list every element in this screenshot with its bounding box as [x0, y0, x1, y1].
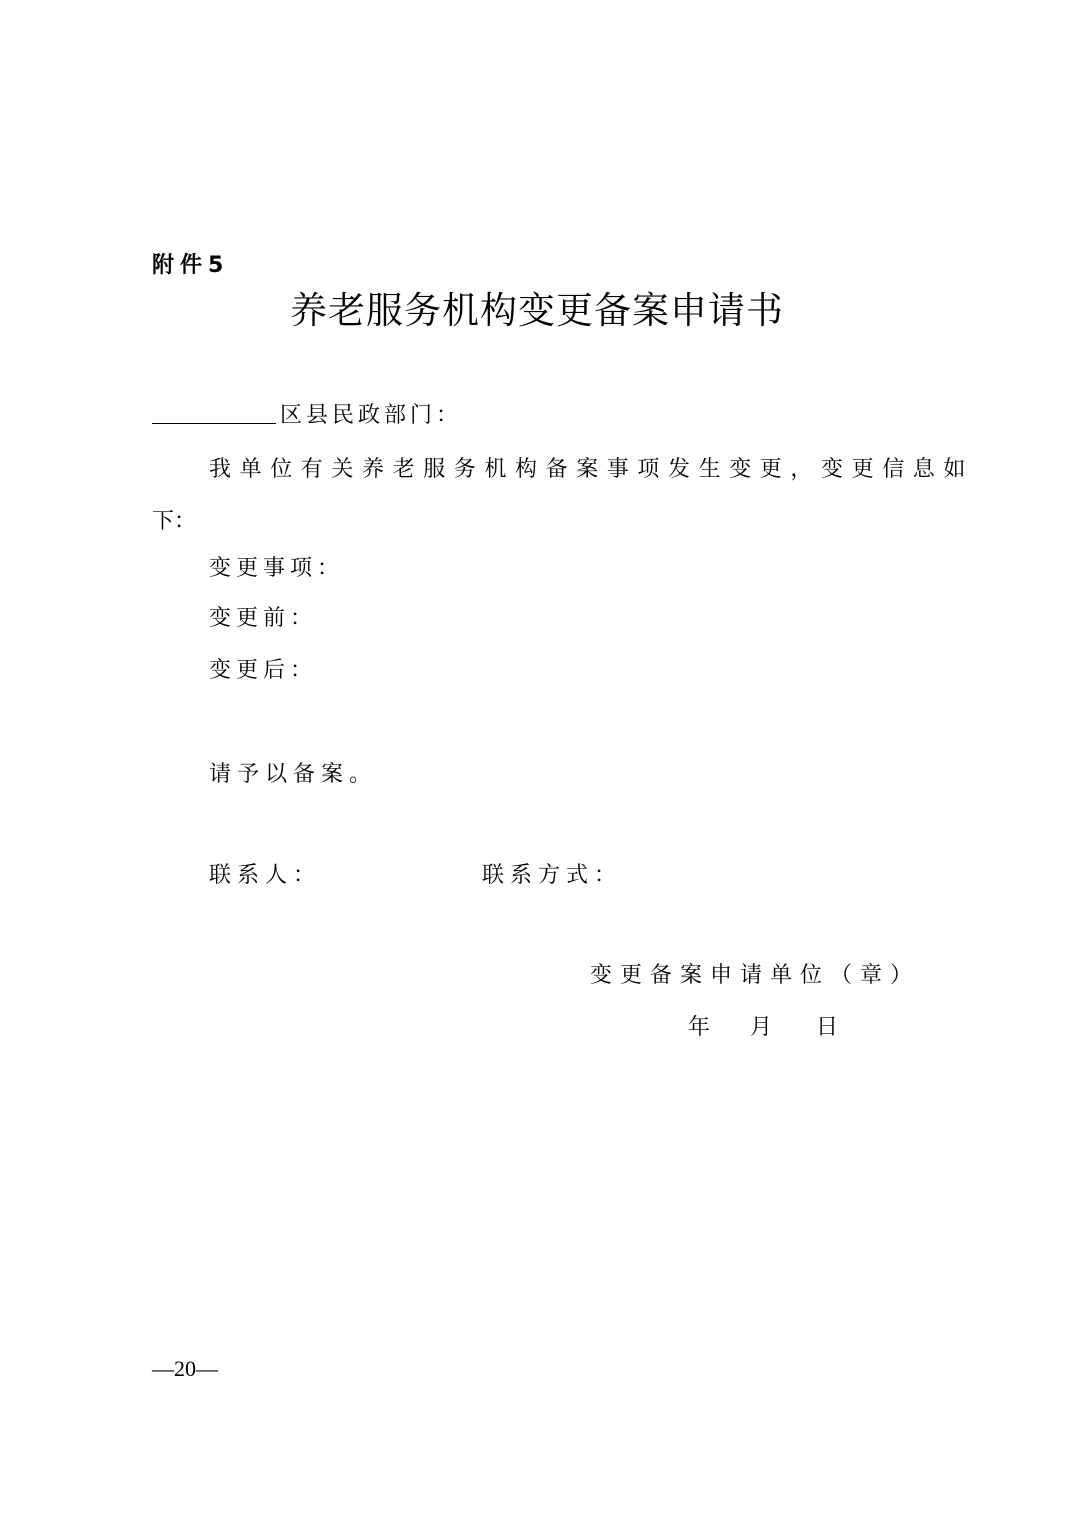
date-day: 日	[816, 1015, 839, 1040]
addressee-line	[152, 398, 462, 429]
after-change-label: 变更后：	[209, 658, 318, 683]
date-month: 月	[750, 1015, 773, 1040]
contact-method-label: 联系方式：	[482, 863, 623, 888]
applicant-unit-seal: 变更备案申请单位（章）	[590, 963, 921, 988]
date-year: 年	[688, 1015, 711, 1040]
contact-person-label: 联系人：	[209, 863, 322, 888]
request-text: 请予以备案。	[209, 762, 378, 787]
body-paragraph-line2: 下：	[152, 509, 197, 534]
attachment-label: 附件5	[152, 253, 230, 278]
document-title: 养老服务机构变更备案申请书	[290, 289, 784, 332]
district-blank-field[interactable]	[152, 423, 276, 424]
before-change-label: 变更前：	[209, 606, 318, 631]
change-item-label: 变更事项：	[209, 556, 345, 581]
addressee-dept: 区县民政部门：	[280, 403, 463, 428]
page-number: —20—	[152, 1356, 218, 1381]
body-paragraph-line1: 我单位有关养老服务机构备案事项发生变更，变更信息如	[209, 457, 975, 482]
